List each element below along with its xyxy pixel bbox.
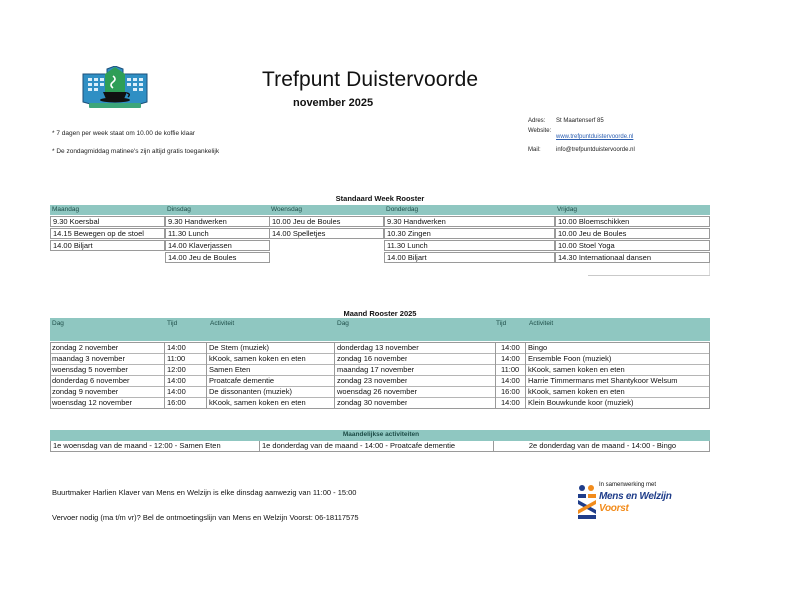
recurring-item: 2e donderdag van de maand - 14:00 - Bingo (528, 441, 677, 450)
weekly-cell: 14.00 Spelletjes (269, 228, 384, 239)
monthly-time: 16:00 (501, 387, 520, 396)
monthly-time: 14:00 (167, 343, 186, 352)
monthly-title: Maand Rooster 2025 (343, 309, 417, 318)
divider (709, 342, 710, 409)
weekly-cell: 14.15 Bewegen op de stoel (50, 228, 165, 239)
divider (259, 441, 260, 452)
partner-intro: In samenwerking met (599, 482, 657, 488)
monthly-header-time-left: Tijd (167, 320, 178, 327)
website-label: Website: (528, 128, 552, 134)
monthly-table-body (50, 342, 710, 409)
note-coffee: * 7 dagen per week staat om 10.00 de koffie klaar (52, 130, 195, 137)
partner-name: Mens en Welzijn (599, 491, 672, 502)
monthly-day: woensdag 5 november (52, 365, 128, 374)
weekly-header-vrijdag: Vrijdag (557, 206, 577, 213)
recurring-row (50, 441, 710, 452)
page-title: Trefpunt Duistervoorde (262, 68, 479, 91)
monthly-time: 14:00 (501, 376, 520, 385)
monthly-day: zondag 23 november (337, 376, 408, 385)
weekly-cell: 10.00 Jeu de Boules (269, 216, 384, 227)
footer-buurtmaker: Buurtmaker Harlien Klaver van Mens en Welzijn is elke dinsdag aanwezig van 11:00 - 15:00 (52, 488, 357, 497)
monthly-activity: Samen Eten (209, 365, 251, 374)
weekly-cell: 14.00 Klaverjassen (165, 240, 270, 251)
monthly-time: 14:00 (501, 398, 520, 407)
weekly-cell: 10.00 Stoel Yoga (555, 240, 710, 251)
weekly-cell: 10.00 Jeu de Boules (555, 228, 710, 239)
monthly-activity: kKook, samen koken en eten (209, 354, 306, 363)
monthly-activity: Ensemble Foon (muziek) (528, 354, 612, 363)
monthly-time: 14:00 (501, 343, 520, 352)
monthly-activity: De Stem (muziek) (209, 343, 270, 352)
weekly-header-row (50, 205, 710, 215)
note-matinee: * De zondagmiddag matinee's zijn altijd gratis toegankelijk (52, 148, 220, 155)
website-link[interactable]: www.trefpuntduistervoorde.nl (556, 134, 634, 140)
mens-en-welzijn-logo-icon (577, 484, 597, 520)
monthly-day: woensdag 12 november (52, 398, 133, 407)
weekly-cell: 14.30 Internationaal dansen (555, 252, 710, 263)
weekly-header-maandag: Maandag (52, 206, 80, 213)
monthly-activity: Harrie Timmermans met Shantykoor Welsum (528, 376, 678, 385)
monthly-day: zondag 2 november (52, 343, 119, 352)
monthly-day: maandag 17 november (337, 365, 415, 374)
weekly-header-donderdag: Donderdag (386, 206, 419, 213)
footer-vervoer: Vervoer nodig (ma t/m vr)? Bel de ontmoetingslijn van Mens en Welzijn Voorst: 06-18117575 (52, 513, 359, 522)
monthly-activity: kKook, samen koken en eten (209, 398, 306, 407)
weekly-title: Standaard Week Rooster (335, 194, 425, 203)
monthly-activity: De dissonanten (muziek) (209, 387, 292, 396)
monthly-day: woensdag 26 november (337, 387, 418, 396)
monthly-header-day-left: Dag (52, 320, 64, 327)
monthly-day: zondag 9 november (52, 387, 119, 396)
monthly-time: 11:00 (501, 365, 520, 374)
mail-value: info@trefpuntduistervoorde.nl (556, 147, 635, 153)
monthly-time: 11:00 (167, 354, 186, 363)
weekly-cell: 14.00 Biljart (384, 252, 555, 263)
monthly-time: 16:00 (167, 398, 186, 407)
monthly-day: zondag 30 november (337, 398, 408, 407)
divider (525, 342, 526, 409)
page-subtitle: november 2025 (293, 97, 374, 109)
monthly-day: maandag 3 november (52, 354, 125, 363)
weekly-cell: 9.30 Handwerken (384, 216, 555, 227)
monthly-activity: Bingo (528, 343, 548, 352)
monthly-day: donderdag 6 november (52, 376, 130, 385)
weekly-header-woensdag: Woensdag (271, 206, 302, 213)
monthly-time: 14:00 (501, 354, 520, 363)
divider (334, 342, 335, 409)
weekly-cell: 14.00 Jeu de Boules (165, 252, 270, 263)
monthly-time: 12:00 (167, 365, 186, 374)
address-value: St Maartenserf 85 (556, 118, 604, 124)
recurring-item: 1e woensdag van de maand - 12:00 - Samen Eten (53, 441, 221, 450)
weekly-cell: 14.00 Biljart (50, 240, 165, 251)
monthly-header-activity-right: Activiteit (529, 320, 554, 327)
partner-place: Voorst (599, 503, 629, 514)
recurring-header-row (50, 430, 710, 441)
monthly-header-time-right: Tijd (496, 320, 507, 327)
monthly-header-day-right: Dag (337, 320, 349, 327)
divider (709, 263, 710, 275)
weekly-cell: 9.30 Handwerken (165, 216, 270, 227)
recurring-item: 1e donderdag van de maand - 14:00 - Proatcafe dementie (262, 441, 456, 450)
weekly-cell: 11.30 Lunch (165, 228, 270, 239)
contact-block (0, 0, 792, 160)
divider (495, 342, 496, 409)
monthly-time: 14:00 (167, 376, 186, 385)
monthly-time: 14:00 (167, 387, 186, 396)
divider (206, 342, 207, 409)
weekly-cell: 9.30 Koersbal (50, 216, 165, 227)
weekly-cell: 10.30 Zingen (384, 228, 555, 239)
monthly-day: zondag 16 november (337, 354, 408, 363)
weekly-cell: 10.00 Bloemschikken (555, 216, 710, 227)
monthly-activity: Klein Bouwkunde koor (muziek) (528, 398, 634, 407)
monthly-activity: kKook, samen koken en eten (528, 387, 625, 396)
weekly-header-dinsdag: Dinsdag (167, 206, 191, 213)
monthly-activity: kKook, samen koken en eten (528, 365, 625, 374)
monthly-activity: Proatcafe dementie (209, 376, 275, 385)
recurring-title: Maandelijkse activiteiten (342, 431, 420, 438)
divider (164, 342, 165, 409)
monthly-day: donderdag 13 november (337, 343, 419, 352)
partner-logo (577, 482, 677, 520)
monthly-header-activity-left: Activiteit (210, 320, 235, 327)
address-label: Adres: (528, 118, 546, 124)
monthly-header-row (50, 318, 710, 341)
mail-label: Mail: (528, 147, 541, 153)
divider (588, 275, 710, 276)
weekly-cell: 11.30 Lunch (384, 240, 555, 251)
